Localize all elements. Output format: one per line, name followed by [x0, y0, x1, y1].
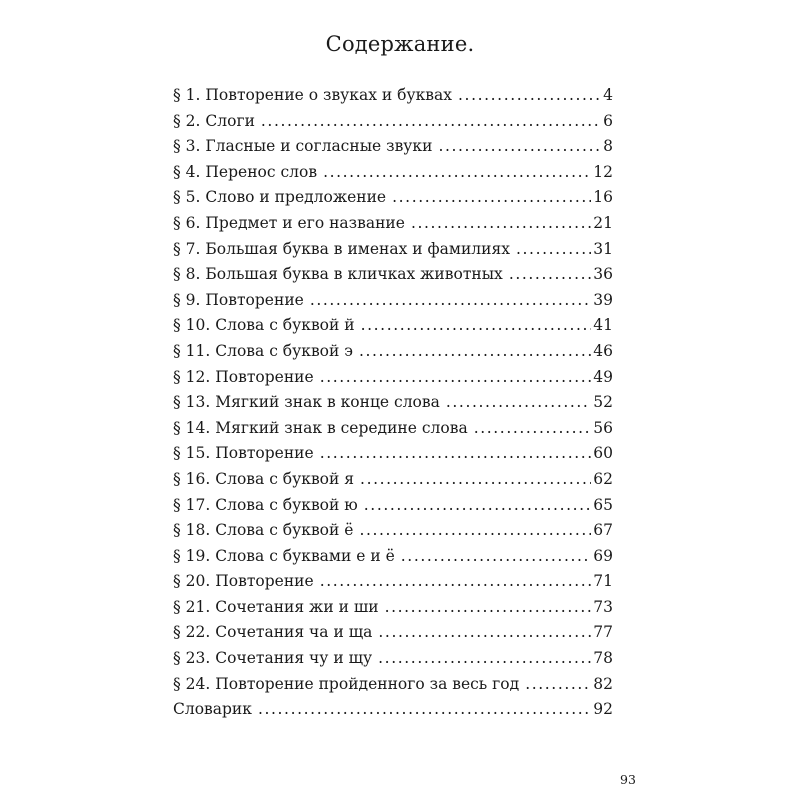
toc-entry [173, 112, 613, 138]
toc-page-number: 82 [593, 674, 613, 693]
dot-leader [516, 240, 591, 258]
toc-section-title: Повторение о звуках и буквах [205, 86, 453, 104]
toc-section-number: § 17. [173, 495, 211, 514]
toc-entry [173, 572, 613, 598]
toc-section-title: Слова с буквами е и ё [215, 546, 395, 565]
toc-entry-title [173, 112, 255, 130]
dot-leader [360, 470, 591, 488]
toc-section-title: Сочетания ча и ща [215, 623, 373, 642]
toc-page-number: 60 [593, 444, 613, 463]
toc-page-number: 41 [593, 316, 613, 335]
toc-section-title: Словарик [173, 700, 252, 719]
toc-entry [173, 393, 613, 419]
toc-page-number: 78 [593, 649, 613, 668]
toc-entry-title [173, 163, 317, 181]
toc-section-number: § 11. [173, 341, 211, 360]
toc-page-number: 92 [593, 700, 613, 719]
toc-page-number: 46 [593, 341, 613, 360]
toc-entry [173, 444, 613, 470]
toc-entry-title [173, 675, 519, 693]
dot-leader [458, 86, 601, 104]
page-number: 93 [620, 772, 636, 787]
toc-page-number: 62 [593, 469, 613, 488]
toc-entry [173, 675, 613, 701]
toc-section-title: Слова с буквой э [215, 341, 353, 360]
dot-leader [438, 137, 601, 155]
toc-section-number: § 18. [173, 521, 211, 540]
toc-entry-title [173, 214, 405, 232]
dot-leader [320, 572, 592, 590]
toc-entry [173, 496, 613, 522]
toc-entry [173, 700, 613, 726]
toc-entry-title [173, 547, 395, 565]
toc-section-title: Гласные и согласные звуки [205, 137, 433, 156]
toc-entry-title [173, 240, 510, 258]
toc-section-number: § 4. [173, 162, 201, 181]
toc-page-number: 36 [593, 265, 613, 284]
toc-entry-title [173, 265, 503, 283]
toc-entry [173, 137, 613, 163]
toc-section-title: Повторение [205, 290, 304, 309]
toc-entry [173, 623, 613, 649]
toc-page-number: 4 [603, 86, 613, 104]
toc-entry [173, 598, 613, 624]
toc-page-number: 73 [593, 597, 613, 616]
dot-leader [401, 547, 592, 565]
toc-section-title: Повторение [215, 444, 314, 463]
dot-leader [509, 265, 591, 283]
toc-entry [173, 521, 613, 547]
dot-leader [320, 368, 592, 386]
toc-entry-title [173, 444, 314, 462]
toc-page-number: 6 [603, 111, 613, 130]
toc-entry-title [173, 598, 379, 616]
dot-leader [525, 675, 591, 693]
toc-entry [173, 368, 613, 394]
toc-entry [173, 419, 613, 445]
toc-section-number: § 20. [173, 572, 211, 591]
toc-section-title: Слова с буквой ю [215, 495, 358, 514]
toc-entry [173, 291, 613, 317]
dot-leader [474, 419, 592, 437]
toc-section-number: § 23. [173, 649, 211, 668]
dot-leader [411, 214, 591, 232]
toc-page-number: 8 [603, 137, 613, 156]
toc-section-number: § 15. [173, 444, 211, 463]
toc-page-number: 12 [593, 162, 613, 181]
dot-leader [320, 444, 592, 462]
toc-section-title: Слова с буквой я [215, 469, 355, 488]
toc-section-title: Большая буква в именах и фамилиях [205, 239, 510, 258]
toc-section-title: Слоги [205, 111, 255, 130]
toc-entry [173, 214, 613, 240]
toc-section-title: Слова с буквой ё [215, 521, 354, 540]
toc-entry-title [173, 342, 353, 360]
toc-page-number: 52 [593, 393, 613, 412]
toc-entry-title [173, 188, 386, 206]
toc-entry-title [173, 419, 468, 437]
toc-page-number: 16 [593, 188, 613, 207]
toc-page-number: 39 [593, 290, 613, 309]
toc-section-number: § 6. [173, 213, 201, 232]
toc-page-number: 77 [593, 623, 613, 642]
dot-leader [359, 521, 591, 539]
toc-section-title: Повторение [215, 572, 314, 591]
toc-entry-title [173, 368, 314, 386]
toc-section-number: § 24. [173, 674, 211, 693]
toc-section-number: § 2. [173, 111, 201, 130]
toc-entry-title [173, 137, 432, 155]
toc-entry [173, 649, 613, 675]
toc-entry [173, 265, 613, 291]
dot-leader [310, 291, 591, 309]
toc-page-number: 67 [593, 521, 613, 540]
toc-entry [173, 188, 613, 214]
toc-section-title: Слова с буквой й [215, 316, 355, 335]
toc-page-number: 56 [593, 418, 613, 437]
dot-leader [385, 598, 592, 616]
toc-section-title: Мягкий знак в середине слова [215, 418, 468, 437]
dot-leader [323, 163, 591, 181]
toc-entry [173, 342, 613, 368]
toc-section-number: § 14. [173, 418, 211, 437]
toc-section-title: Повторение [215, 367, 314, 386]
dot-leader [378, 649, 591, 667]
toc-section-title: Сочетания чу и щу [215, 649, 373, 668]
table-of-contents [173, 86, 613, 726]
toc-section-number: § 12. [173, 367, 211, 386]
toc-page-number: 71 [593, 572, 613, 591]
dot-leader [359, 342, 591, 360]
dot-leader [361, 316, 592, 334]
toc-entry-title [173, 316, 355, 334]
toc-entry [173, 547, 613, 573]
dot-leader [364, 496, 592, 514]
toc-section-title: Слово и предложение [205, 188, 387, 207]
toc-entry-title [173, 521, 353, 539]
toc-section-number: § 5. [173, 188, 201, 207]
page-title: Содержание. [325, 32, 475, 56]
toc-entry [173, 86, 613, 112]
toc-section-title: Предмет и его название [205, 213, 405, 232]
toc-section-number: § 21. [173, 597, 211, 616]
toc-section-title: Перенос слов [205, 162, 318, 181]
toc-entry-title [173, 496, 358, 514]
toc-entry [173, 470, 613, 496]
toc-section-number: § 13. [173, 393, 211, 412]
toc-entry-title [173, 572, 314, 590]
toc-section-title: Сочетания жи и ши [215, 597, 379, 616]
toc-section-number: § 19. [173, 546, 211, 565]
toc-section-number: § 7. [173, 239, 201, 258]
toc-section-number: § 3. [173, 137, 201, 156]
toc-section-title: Большая буква в кличках животных [205, 265, 503, 284]
toc-section-title: Мягкий знак в конце слова [215, 393, 440, 412]
toc-page-number: 31 [593, 239, 613, 258]
toc-section-number: § 8. [173, 265, 201, 284]
toc-entry-title [173, 393, 440, 411]
dot-leader [258, 700, 591, 718]
dot-leader [446, 393, 591, 411]
toc-section-number: § 1. [173, 86, 201, 104]
toc-section-number: § 16. [173, 469, 211, 488]
toc-entry-title [173, 291, 304, 309]
toc-section-title: Повторение пройденного за весь год [215, 674, 520, 693]
toc-entry [173, 163, 613, 189]
dot-leader [261, 112, 601, 130]
toc-page-number: 69 [593, 546, 613, 565]
toc-section-number: § 22. [173, 623, 211, 642]
toc-entry-title [173, 623, 372, 641]
toc-entry-title [173, 86, 452, 104]
toc-page-number: 65 [593, 495, 613, 514]
toc-section-number: § 10. [173, 316, 211, 335]
toc-entry [173, 240, 613, 266]
toc-entry [173, 316, 613, 342]
dot-leader [392, 188, 591, 206]
toc-entry-title [173, 649, 372, 667]
toc-entry-title [173, 470, 354, 488]
toc-page-number: 21 [593, 213, 613, 232]
toc-page-number: 49 [593, 367, 613, 386]
toc-section-number: § 9. [173, 290, 201, 309]
dot-leader [378, 623, 591, 641]
toc-entry-title [173, 700, 252, 718]
